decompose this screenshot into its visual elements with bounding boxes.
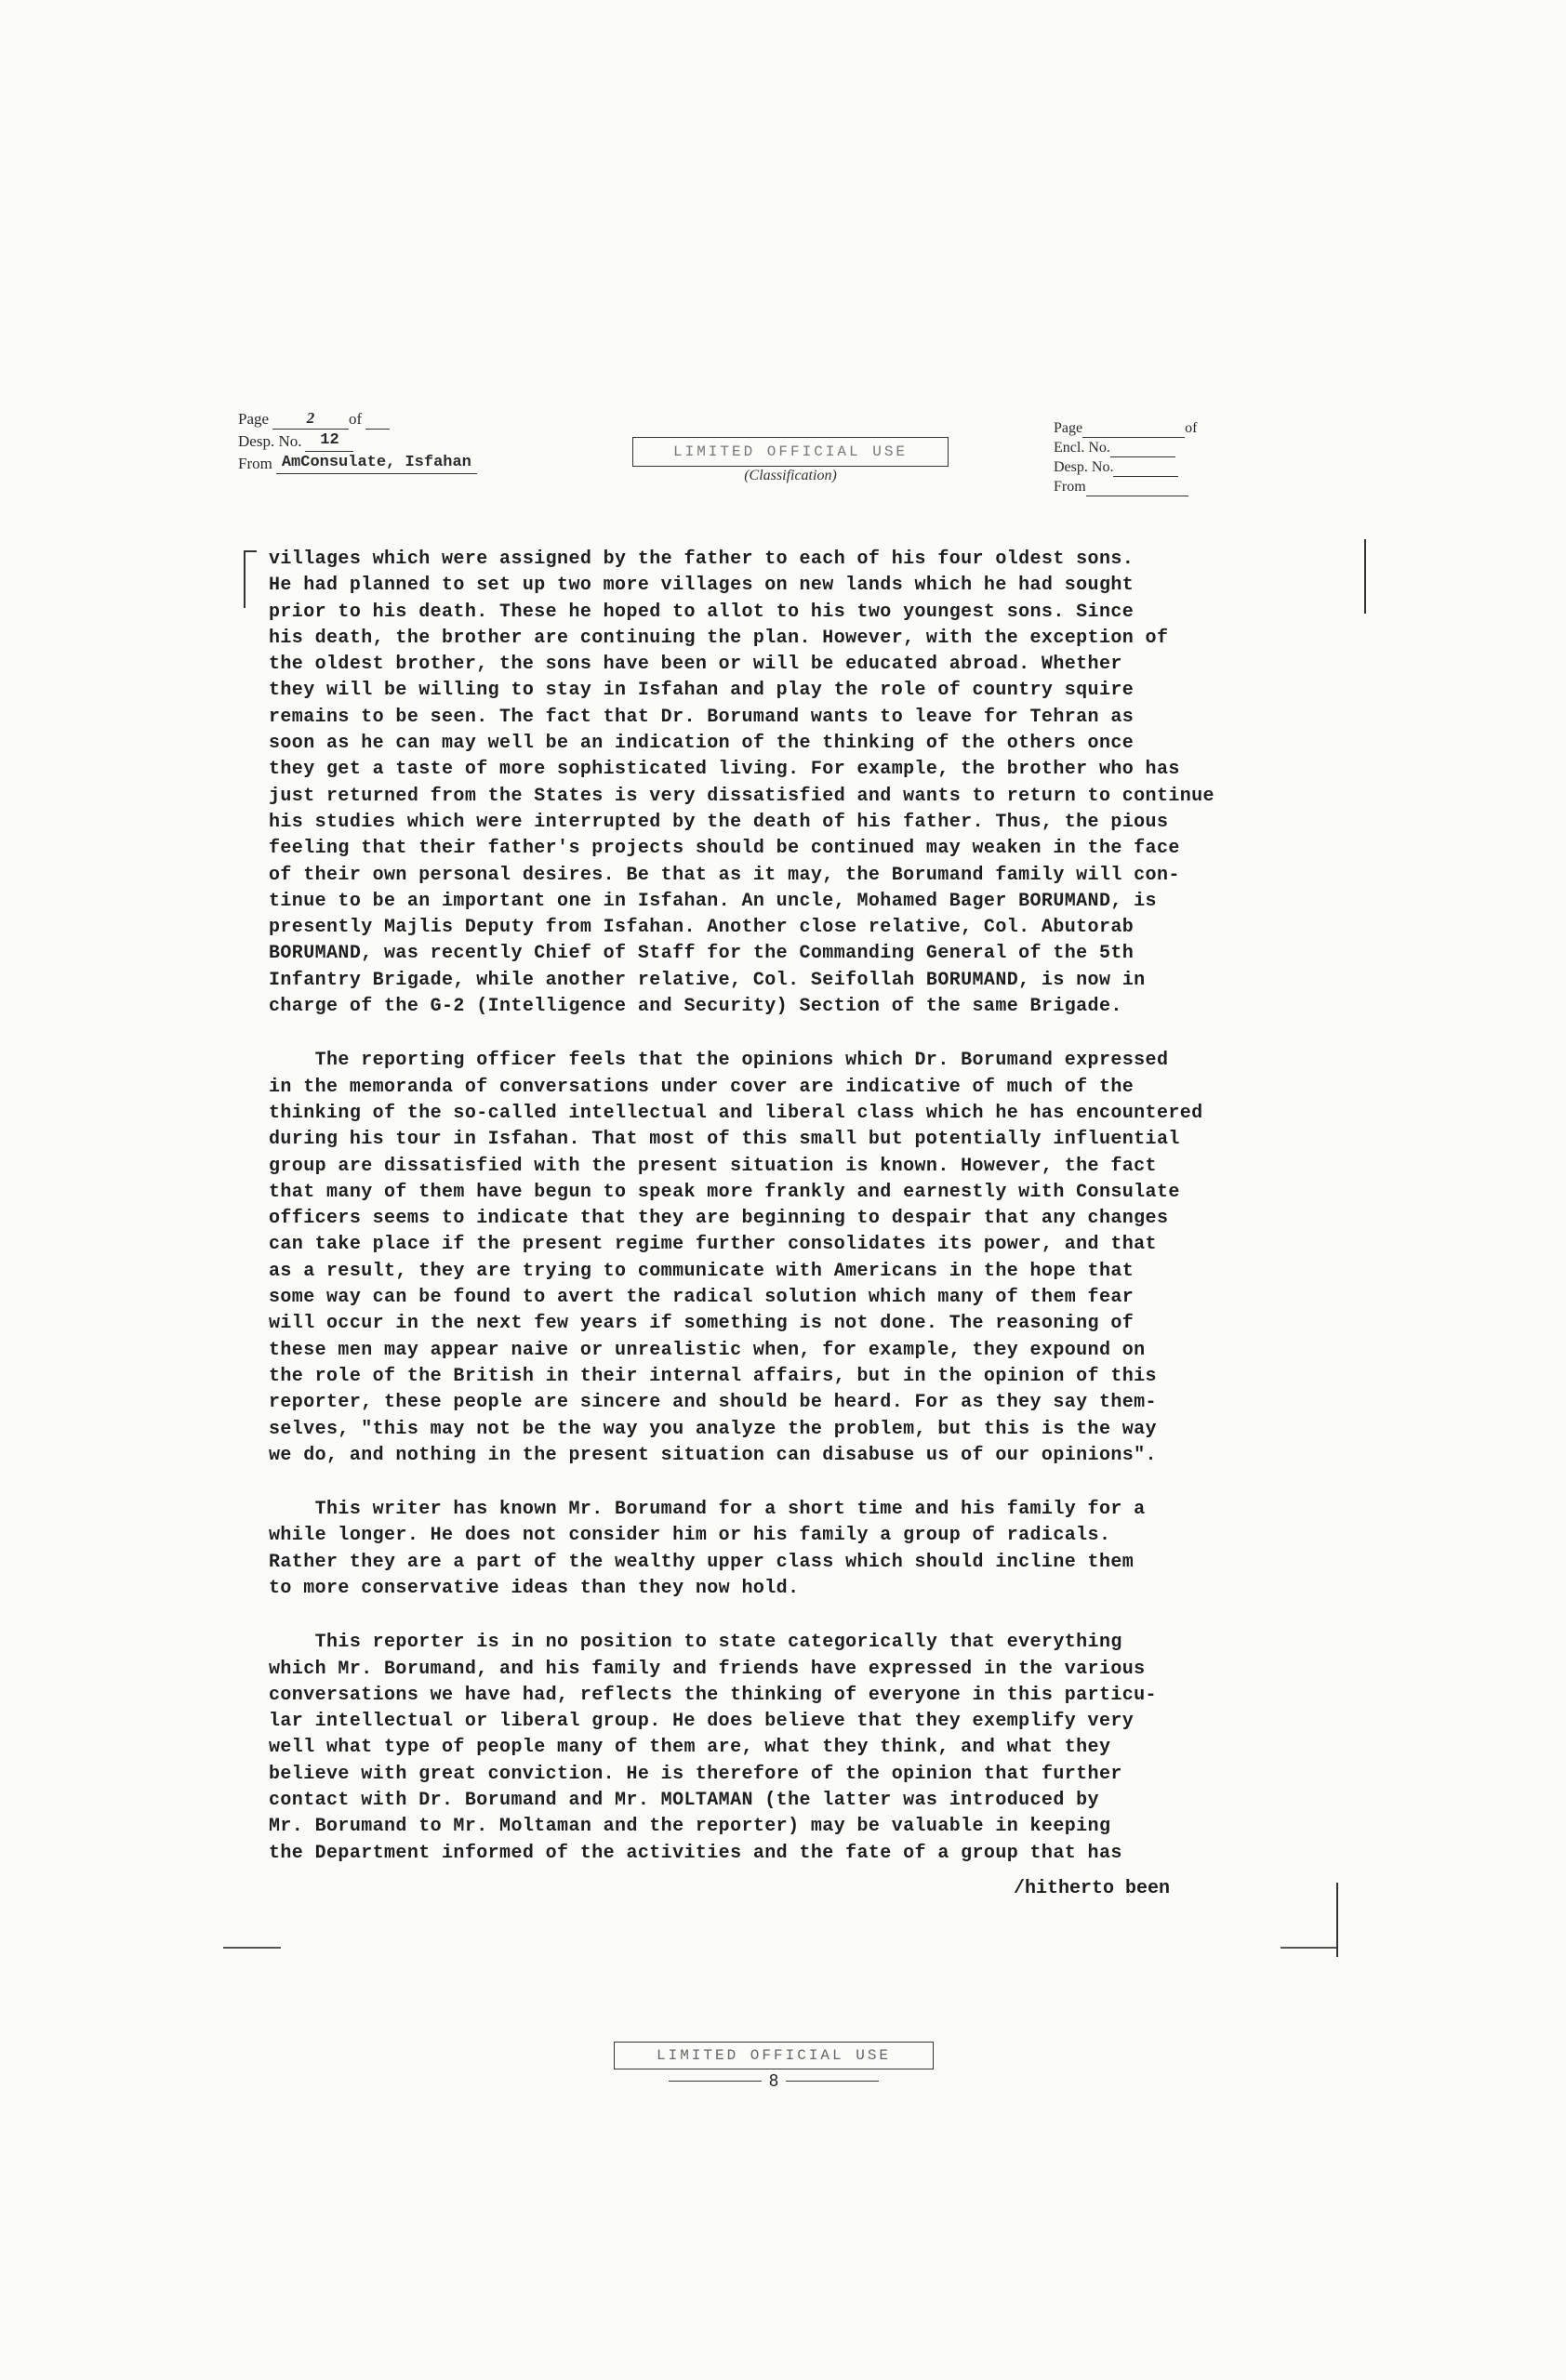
from-row: [238, 452, 545, 474]
paragraph-1: [269, 547, 1357, 1020]
text-line: contact with Dr. Borumand and Mr. MOLTAMAN (the latter was introduced by: [269, 1790, 1099, 1812]
text-line: well what type of people many of them are, what they think, and what they: [269, 1737, 1111, 1759]
of-label: of: [349, 410, 363, 428]
footer-block: [614, 2042, 934, 2091]
paragraph-3: [269, 1497, 1357, 1602]
page-number-row: [238, 407, 545, 430]
right-of-label: of: [1185, 420, 1198, 436]
text-line: while longer. He does not consider him or his family a group of radicals.: [269, 1525, 1111, 1547]
margin-bracket-bottom-right: [1336, 1883, 1338, 1957]
text-line: the role of the British in their internal affairs, but in the opinion of this: [269, 1365, 1157, 1387]
text-line: charge of the G-2 (Intelligence and Security) Section of the same Brigade.: [269, 996, 1122, 1018]
right-desp-label: Desp. No.: [1054, 459, 1114, 475]
classification-block: [632, 437, 949, 484]
header-right-block: [1054, 418, 1258, 496]
text-line: the Department informed of the activities and the fate of a group that has: [269, 1842, 1122, 1864]
text-line: feeling that their father's projects should be continued may weaken in the face: [269, 838, 1180, 860]
text-line: soon as he can may well be an indication of the thinking of the others once: [269, 733, 1135, 755]
text-line: This writer has known Mr. Borumand for a short time and his family for a: [269, 1499, 1146, 1521]
text-line: to more conservative ideas than they now hold.: [269, 1577, 800, 1599]
text-line: the oldest brother, the sons have been or will be educated abroad. Whether: [269, 654, 1122, 676]
text-line: thinking of the so-called intellectual and liberal class which he has encountered: [269, 1102, 1203, 1124]
footer-page-number: 8: [768, 2071, 778, 2090]
text-line: tinue to be an important one in Isfahan. An uncle, Mohamed Bager BORUMAND, is: [269, 890, 1157, 912]
text-line: The reporting officer feels that the opinions which Dr. Borumand expressed: [269, 1050, 1169, 1072]
right-page-blank: [1082, 424, 1185, 438]
right-from-row: [1054, 477, 1258, 496]
page-label: Page: [238, 410, 270, 428]
text-line: conversations we have had, reflects the thinking of everyone in this particu-: [269, 1684, 1157, 1706]
right-page-row: [1054, 418, 1258, 438]
desp-number-row: [238, 430, 545, 452]
right-from-blank: [1086, 483, 1188, 496]
encl-row: [1054, 438, 1258, 457]
margin-bracket-top-left: [244, 550, 257, 608]
text-line: his death, the brother are continuing the plan. However, with the exception of: [269, 627, 1169, 649]
classification-caption: (Classification): [744, 468, 837, 483]
text-line: villages which were assigned by the father to each of his four oldest sons.: [269, 549, 1135, 570]
text-line: prior to his death. These he hoped to allot to his two youngest sons. Since: [269, 601, 1135, 623]
right-from-label: From: [1054, 479, 1086, 495]
text-line: just returned from the States is very dissatisfied and wants to return to continue: [269, 785, 1214, 807]
text-line: they will be willing to stay in Isfahan and play the role of country squire: [269, 680, 1135, 702]
desp-label: Desp. No.: [238, 432, 302, 450]
margin-rule-bottom-right: [1281, 1947, 1336, 1949]
page-number: 2: [272, 407, 349, 430]
desp-number: 12: [305, 430, 353, 452]
text-line: lar intellectual or liberal group. He does believe that they exemplify very: [269, 1711, 1135, 1733]
margin-rule-bottom-left: [223, 1947, 281, 1949]
text-line: presently Majlis Deputy from Isfahan. Another close relative, Col. Abutorab: [269, 917, 1135, 939]
text-line: believe with great conviction. He is therefore of the opinion that further: [269, 1763, 1122, 1785]
text-line: Mr. Borumand to Mr. Moltaman and the reporter) may be valuable in keeping: [269, 1816, 1111, 1838]
text-line: can take place if the present regime further consolidates its power, and that: [269, 1234, 1157, 1256]
right-page-label: Page: [1054, 420, 1083, 436]
margin-bracket-top-right: [1364, 539, 1366, 614]
text-line: during his tour in Isfahan. That most of this small but potentially influential: [269, 1129, 1180, 1151]
of-blank: [365, 429, 390, 430]
from-value: AmConsulate, Isfahan: [276, 452, 477, 474]
paragraph-4: [269, 1630, 1357, 1867]
text-line: as a result, they are trying to communicate with Americans in the hope that: [269, 1260, 1135, 1282]
text-line: remains to be seen. The fact that Dr. Borumand wants to leave for Tehran as: [269, 706, 1135, 728]
text-line: these men may appear naive or unrealistic when, for example, they expound on: [269, 1339, 1146, 1361]
text-line: Infantry Brigade, while another relative, Col. Seifollah BORUMAND, is now in: [269, 969, 1146, 991]
text-line: Rather they are a part of the wealthy upper class which should incline them: [269, 1551, 1135, 1573]
text-line: He had planned to set up two more villages on new lands which he had sought: [269, 575, 1135, 597]
text-line: reporter, these people are sincere and should be heard. For as they say them-: [269, 1392, 1157, 1414]
text-line: we do, and nothing in the present situation can disabuse us of our opinions".: [269, 1444, 1157, 1466]
classification-stamp: LIMITED OFFICIAL USE: [632, 437, 949, 467]
continuation-note: /hitherto been: [1014, 1878, 1171, 1899]
text-line: that many of them have begun to speak more frankly and earnestly with Consulate: [269, 1181, 1180, 1203]
footer-page-number-row: [614, 2071, 934, 2091]
footer-classification-stamp: LIMITED OFFICIAL USE: [614, 2042, 934, 2069]
right-desp-blank: [1113, 463, 1178, 477]
text-line: which Mr. Borumand, and his family and friends have expressed in the various: [269, 1658, 1146, 1680]
text-line: of their own personal desires. Be that as it may, the Borumand family will con-: [269, 864, 1180, 886]
from-label: From: [238, 455, 272, 472]
text-line: some way can be found to avert the radical solution which many of them fear: [269, 1287, 1135, 1309]
header-left-block: [238, 407, 545, 474]
text-line: BORUMAND, was recently Chief of Staff for the Commanding General of the 5th: [269, 943, 1135, 965]
text-line: will occur in the next few years if something is not done. The reasoning of: [269, 1313, 1135, 1335]
paragraph-2: [269, 1048, 1357, 1469]
text-line: selves, "this may not be the way you analyze the problem, but this is the way: [269, 1418, 1157, 1440]
document-body: [269, 547, 1357, 1867]
text-line: they get a taste of more sophisticated living. For example, the brother who has: [269, 759, 1180, 781]
right-desp-row: [1054, 457, 1258, 477]
text-line: This reporter is in no position to state categorically that everything: [269, 1632, 1122, 1654]
text-line: officers seems to indicate that they are beginning to despair that any changes: [269, 1208, 1169, 1230]
text-line: group are dissatisfied with the present situation is known. However, the fact: [269, 1155, 1157, 1177]
text-line: in the memoranda of conversations under cover are indicative of much of the: [269, 1076, 1135, 1098]
text-line: his studies which were interrupted by the death of his father. Thus, the pious: [269, 811, 1169, 833]
encl-label: Encl. No.: [1054, 440, 1110, 456]
encl-blank: [1110, 443, 1175, 457]
